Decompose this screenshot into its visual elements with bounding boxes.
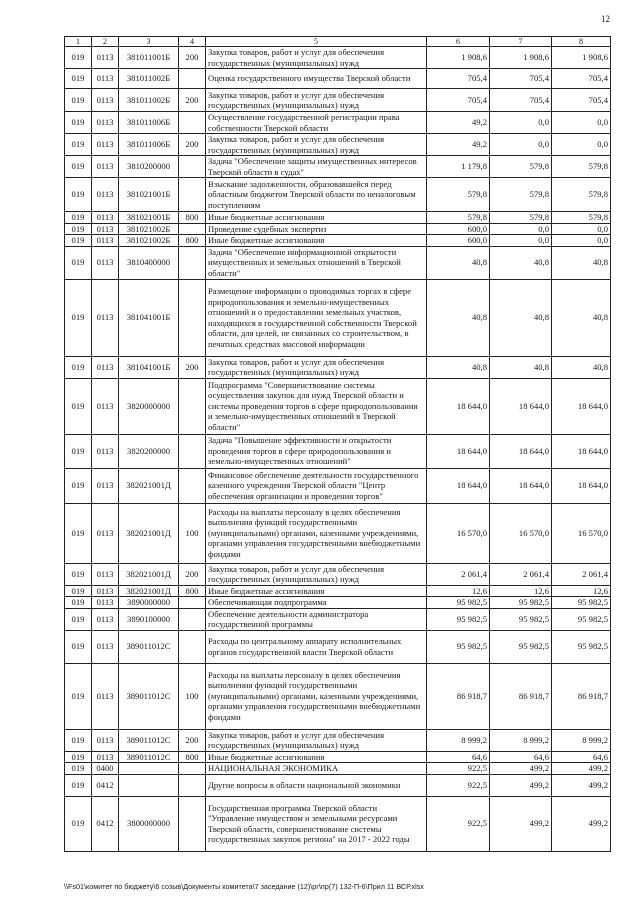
row-target-cell: 382021001Д <box>119 468 179 503</box>
column-header: 7 <box>490 37 552 47</box>
row-code-cell: 019 <box>65 608 92 630</box>
row-amount-2021-cell: 579,8 <box>427 212 490 224</box>
row-amount-2022-cell: 18 644,0 <box>490 434 552 468</box>
row-code-cell: 019 <box>65 774 92 796</box>
row-code-cell: 019 <box>65 178 92 212</box>
row-kind-cell: 800 <box>179 212 206 224</box>
row-code-cell: 019 <box>65 246 92 279</box>
row-amount-2023-cell: 12,6 <box>552 585 611 597</box>
row-amount-2022-cell: 86 918,7 <box>490 663 552 729</box>
row-amount-2022-cell: 705,4 <box>490 69 552 89</box>
row-amount-2021-cell: 40,8 <box>427 279 490 356</box>
row-amount-2023-cell: 0,0 <box>552 235 611 247</box>
row-description-cell: Обеспечение деятельности администратора государственной программы <box>206 608 427 630</box>
row-description-cell: Закупка товаров, работ и услуг для обеспечения государственных (муниципальных) нужд <box>206 563 427 585</box>
row-code-cell: 019 <box>65 796 92 851</box>
row-description-cell: Осуществление государственной регистрации права собственности Тверской области <box>206 112 427 134</box>
row-kind-cell: 100 <box>179 663 206 729</box>
row-description-cell: Иные бюджетные ассигнования <box>206 235 427 247</box>
row-kind-cell: 200 <box>179 356 206 378</box>
row-target-cell: 381011002Б <box>119 89 179 112</box>
row-code-cell: 019 <box>65 69 92 89</box>
row-description-cell: Задача "Обеспечение защиты имущественных интересов Тверской области в судах" <box>206 156 427 178</box>
row-amount-2023-cell: 16 570,0 <box>552 503 611 563</box>
row-amount-2022-cell: 2 061,4 <box>490 563 552 585</box>
row-amount-2021-cell: 49,2 <box>427 134 490 156</box>
table-row <box>65 235 611 247</box>
row-amount-2023-cell: 18 644,0 <box>552 378 611 434</box>
row-amount-2022-cell: 18 644,0 <box>490 468 552 503</box>
row-amount-2022-cell: 95 982,5 <box>490 608 552 630</box>
row-amount-2023-cell: 40,8 <box>552 246 611 279</box>
table-row <box>65 69 611 89</box>
row-amount-2022-cell: 0,0 <box>490 112 552 134</box>
row-amount-2022-cell: 95 982,5 <box>490 597 552 609</box>
row-description-cell: Иные бюджетные ассигнования <box>206 585 427 597</box>
row-target-cell: 389011012С <box>119 630 179 663</box>
row-section-cell: 0113 <box>92 112 119 134</box>
row-amount-2021-cell: 705,4 <box>427 69 490 89</box>
row-amount-2023-cell: 40,8 <box>552 356 611 378</box>
row-code-cell: 019 <box>65 212 92 224</box>
row-section-cell: 0113 <box>92 468 119 503</box>
row-amount-2023-cell: 499,2 <box>552 774 611 796</box>
row-section-cell: 0113 <box>92 630 119 663</box>
row-target-cell: 389011012С <box>119 663 179 729</box>
row-amount-2023-cell: 18 644,0 <box>552 468 611 503</box>
row-target-cell: 382021001Д <box>119 503 179 563</box>
row-amount-2021-cell: 95 982,5 <box>427 630 490 663</box>
row-target-cell: 3890000000 <box>119 597 179 609</box>
table-header-row <box>65 37 611 47</box>
row-section-cell: 0113 <box>92 235 119 247</box>
row-kind-cell: 800 <box>179 585 206 597</box>
row-code-cell: 019 <box>65 356 92 378</box>
row-section-cell: 0113 <box>92 279 119 356</box>
row-code-cell: 019 <box>65 751 92 763</box>
row-kind-cell <box>179 156 206 178</box>
row-kind-cell: 200 <box>179 729 206 751</box>
row-section-cell: 0113 <box>92 246 119 279</box>
row-kind-cell <box>179 378 206 434</box>
row-section-cell: 0412 <box>92 774 119 796</box>
row-amount-2023-cell: 499,2 <box>552 796 611 851</box>
page-number: 12 <box>601 14 610 24</box>
row-description-cell: Закупка товаров, работ и услуг для обеспечения государственных (муниципальных) нужд <box>206 89 427 112</box>
row-amount-2021-cell: 1 179,8 <box>427 156 490 178</box>
row-amount-2021-cell: 95 982,5 <box>427 608 490 630</box>
row-kind-cell <box>179 178 206 212</box>
row-description-cell: Взыскание задолженности, образовавшейся перед областным бюджетом Тверской области по неналоговым поступлениям <box>206 178 427 212</box>
row-amount-2023-cell: 0,0 <box>552 134 611 156</box>
row-code-cell: 019 <box>65 112 92 134</box>
row-description-cell: Государственная программа Тверской области "Управление имуществом и земельными ресурсами Тверской области, совершенствование системы государственных закупок региона" на 2017 - 2022 годы <box>206 796 427 851</box>
row-amount-2021-cell: 922,5 <box>427 763 490 775</box>
row-code-cell: 019 <box>65 89 92 112</box>
row-description-cell: Проведение судебных экспертиз <box>206 223 427 235</box>
row-description-cell: Иные бюджетные ассигнования <box>206 212 427 224</box>
row-section-cell: 0113 <box>92 585 119 597</box>
column-header: 5 <box>206 37 427 47</box>
row-section-cell: 0113 <box>92 212 119 224</box>
row-description-cell: Задача "Обеспечение информационной открытости имущественных и земельных отношений в Тверской области" <box>206 246 427 279</box>
row-description-cell: Закупка товаров, работ и услуг для обеспечения государственных (муниципальных) нужд <box>206 729 427 751</box>
row-code-cell: 019 <box>65 729 92 751</box>
row-section-cell: 0113 <box>92 503 119 563</box>
row-section-cell: 0113 <box>92 608 119 630</box>
row-kind-cell: 800 <box>179 235 206 247</box>
row-description-cell: Подпрограмма "Совершенствование системы осуществления закупок для нужд Тверской области и системы проведения торгов в сфере природопользования и земельно-имущественных отношений в Тверской области" <box>206 378 427 434</box>
row-kind-cell <box>179 434 206 468</box>
table-row <box>65 597 611 609</box>
row-amount-2022-cell: 0,0 <box>490 223 552 235</box>
row-amount-2021-cell: 16 570,0 <box>427 503 490 563</box>
table-row <box>65 246 611 279</box>
table-row <box>65 468 611 503</box>
row-amount-2023-cell: 499,2 <box>552 763 611 775</box>
row-target-cell: 381021002Б <box>119 223 179 235</box>
row-kind-cell <box>179 774 206 796</box>
table-row <box>65 563 611 585</box>
row-kind-cell <box>179 796 206 851</box>
row-amount-2023-cell: 95 982,5 <box>552 597 611 609</box>
table-row <box>65 630 611 663</box>
row-amount-2021-cell: 40,8 <box>427 356 490 378</box>
row-target-cell: 382021001Д <box>119 563 179 585</box>
table-row <box>65 608 611 630</box>
row-code-cell: 019 <box>65 763 92 775</box>
row-amount-2021-cell: 40,8 <box>427 246 490 279</box>
row-target-cell: 3810200000 <box>119 156 179 178</box>
row-target-cell: 3800000000 <box>119 796 179 851</box>
row-amount-2021-cell: 922,5 <box>427 774 490 796</box>
row-description-cell: Финансовое обеспечение деятельности государственного казенного учреждения Тверской области "Центр обеспечения организации и проведения торгов" <box>206 468 427 503</box>
row-amount-2021-cell: 18 644,0 <box>427 434 490 468</box>
row-amount-2022-cell: 95 982,5 <box>490 630 552 663</box>
row-target-cell: 3890100000 <box>119 608 179 630</box>
row-target-cell: 389011012С <box>119 751 179 763</box>
row-code-cell: 019 <box>65 468 92 503</box>
row-description-cell: Закупка товаров, работ и услуг для обеспечения государственных (муниципальных) нужд <box>206 134 427 156</box>
row-kind-cell: 200 <box>179 563 206 585</box>
row-amount-2021-cell: 600,0 <box>427 235 490 247</box>
table-row <box>65 663 611 729</box>
row-amount-2021-cell: 18 644,0 <box>427 468 490 503</box>
row-section-cell: 0113 <box>92 663 119 729</box>
row-kind-cell <box>179 468 206 503</box>
row-amount-2023-cell: 64,6 <box>552 751 611 763</box>
row-amount-2021-cell: 18 644,0 <box>427 378 490 434</box>
row-section-cell: 0113 <box>92 223 119 235</box>
row-description-cell: Закупка товаров, работ и услуг для обеспечения государственных (муниципальных) нужд <box>206 47 427 69</box>
table-row <box>65 212 611 224</box>
row-kind-cell <box>179 608 206 630</box>
table-row <box>65 503 611 563</box>
row-target-cell: 381011006Б <box>119 112 179 134</box>
table-row <box>65 89 611 112</box>
column-header: 1 <box>65 37 92 47</box>
row-target-cell: 381011006Б <box>119 134 179 156</box>
row-section-cell: 0113 <box>92 563 119 585</box>
table-row <box>65 763 611 775</box>
row-amount-2023-cell: 705,4 <box>552 69 611 89</box>
row-amount-2022-cell: 499,2 <box>490 763 552 775</box>
column-header: 3 <box>119 37 179 47</box>
row-amount-2023-cell: 0,0 <box>552 112 611 134</box>
row-kind-cell <box>179 223 206 235</box>
row-amount-2022-cell: 499,2 <box>490 796 552 851</box>
row-amount-2023-cell: 705,4 <box>552 89 611 112</box>
row-amount-2023-cell: 86 918,7 <box>552 663 611 729</box>
row-section-cell: 0113 <box>92 178 119 212</box>
row-section-cell: 0113 <box>92 47 119 69</box>
row-amount-2022-cell: 0,0 <box>490 134 552 156</box>
table-row <box>65 223 611 235</box>
row-amount-2022-cell: 12,6 <box>490 585 552 597</box>
row-target-cell: 381011001Б <box>119 47 179 69</box>
row-amount-2021-cell: 8 999,2 <box>427 729 490 751</box>
table-row <box>65 729 611 751</box>
row-amount-2022-cell: 705,4 <box>490 89 552 112</box>
row-target-cell: 381021002Б <box>119 235 179 247</box>
table-row <box>65 156 611 178</box>
row-amount-2023-cell: 1 908,6 <box>552 47 611 69</box>
row-target-cell: 389011012С <box>119 729 179 751</box>
row-amount-2022-cell: 1 908,6 <box>490 47 552 69</box>
row-section-cell: 0113 <box>92 156 119 178</box>
row-description-cell: НАЦИОНАЛЬНАЯ ЭКОНОМИКА <box>206 763 427 775</box>
row-kind-cell <box>179 279 206 356</box>
column-header: 2 <box>92 37 119 47</box>
table-row <box>65 774 611 796</box>
row-amount-2023-cell: 579,8 <box>552 178 611 212</box>
row-amount-2023-cell: 2 061,4 <box>552 563 611 585</box>
table-row <box>65 134 611 156</box>
row-code-cell: 019 <box>65 585 92 597</box>
row-amount-2021-cell: 1 908,6 <box>427 47 490 69</box>
row-kind-cell: 200 <box>179 134 206 156</box>
row-amount-2023-cell: 579,8 <box>552 212 611 224</box>
table-row <box>65 279 611 356</box>
row-description-cell: Другие вопросы в области национальной экономики <box>206 774 427 796</box>
row-description-cell: Размещение информации о проводимых торгах в сфере природопользования и земельно-имущественных отношений и о предоставлении земельных участков, находящихся в государственной собственности Тверской области, для целей, не связанных со строительством, в печатных средствах массовой информации <box>206 279 427 356</box>
row-description-cell: Расходы на выплаты персоналу в целях обеспечения выполнения функций государственными (муниципальными) органами, казенными учреждениями, органами управления государственными внебюджетными фондами <box>206 663 427 729</box>
row-target-cell <box>119 774 179 796</box>
row-amount-2022-cell: 40,8 <box>490 356 552 378</box>
row-kind-cell: 200 <box>179 89 206 112</box>
row-description-cell: Закупка товаров, работ и услуг для обеспечения государственных (муниципальных) нужд <box>206 356 427 378</box>
row-code-cell: 019 <box>65 156 92 178</box>
row-kind-cell <box>179 246 206 279</box>
row-section-cell: 0113 <box>92 134 119 156</box>
row-amount-2022-cell: 40,8 <box>490 246 552 279</box>
row-section-cell: 0113 <box>92 89 119 112</box>
row-section-cell: 0113 <box>92 597 119 609</box>
row-code-cell: 019 <box>65 503 92 563</box>
row-target-cell: 381041001Б <box>119 356 179 378</box>
row-section-cell: 0113 <box>92 434 119 468</box>
row-description-cell: Иные бюджетные ассигнования <box>206 751 427 763</box>
row-section-cell: 0412 <box>92 796 119 851</box>
row-amount-2021-cell: 705,4 <box>427 89 490 112</box>
table-row <box>65 378 611 434</box>
row-code-cell: 019 <box>65 663 92 729</box>
row-target-cell: 382021001Д <box>119 585 179 597</box>
table-row <box>65 434 611 468</box>
row-code-cell: 019 <box>65 279 92 356</box>
row-code-cell: 019 <box>65 434 92 468</box>
column-header: 6 <box>427 37 490 47</box>
row-amount-2022-cell: 64,6 <box>490 751 552 763</box>
row-amount-2021-cell: 579,8 <box>427 178 490 212</box>
row-amount-2021-cell: 922,5 <box>427 796 490 851</box>
row-target-cell: 3810400000 <box>119 246 179 279</box>
row-target-cell <box>119 763 179 775</box>
row-kind-cell <box>179 112 206 134</box>
row-section-cell: 0113 <box>92 729 119 751</box>
row-amount-2023-cell: 95 982,5 <box>552 608 611 630</box>
row-amount-2021-cell: 86 918,7 <box>427 663 490 729</box>
table-row <box>65 796 611 851</box>
row-code-cell: 019 <box>65 378 92 434</box>
row-section-cell: 0113 <box>92 356 119 378</box>
row-code-cell: 019 <box>65 597 92 609</box>
row-section-cell: 0113 <box>92 751 119 763</box>
row-kind-cell: 200 <box>179 47 206 69</box>
row-kind-cell: 800 <box>179 751 206 763</box>
table-row <box>65 178 611 212</box>
row-kind-cell <box>179 69 206 89</box>
row-code-cell: 019 <box>65 563 92 585</box>
row-amount-2022-cell: 16 570,0 <box>490 503 552 563</box>
row-amount-2022-cell: 579,8 <box>490 156 552 178</box>
row-amount-2021-cell: 600,0 <box>427 223 490 235</box>
row-amount-2022-cell: 18 644,0 <box>490 378 552 434</box>
row-amount-2022-cell: 499,2 <box>490 774 552 796</box>
row-kind-cell <box>179 597 206 609</box>
row-amount-2021-cell: 49,2 <box>427 112 490 134</box>
row-kind-cell: 100 <box>179 503 206 563</box>
column-header: 8 <box>552 37 611 47</box>
row-description-cell: Расходы по центральному аппарату исполнительных органов государственной власти Тверской области <box>206 630 427 663</box>
row-section-cell: 0400 <box>92 763 119 775</box>
budget-table <box>64 36 611 852</box>
table-row <box>65 356 611 378</box>
row-amount-2022-cell: 0,0 <box>490 235 552 247</box>
file-path-footer: \\Fs01\комитет по бюджету\6 созыв\Документы комитета\7 заседание (12)\рг\пр(7) 132-П-6\Прил 11 ВСР.xlsx <box>64 882 424 891</box>
column-header: 4 <box>179 37 206 47</box>
row-amount-2022-cell: 40,8 <box>490 279 552 356</box>
row-code-cell: 019 <box>65 223 92 235</box>
row-amount-2022-cell: 579,8 <box>490 178 552 212</box>
row-amount-2021-cell: 95 982,5 <box>427 597 490 609</box>
row-amount-2021-cell: 64,6 <box>427 751 490 763</box>
row-kind-cell <box>179 763 206 775</box>
table-row <box>65 585 611 597</box>
row-description-cell: Расходы на выплаты персоналу в целях обеспечения выполнения функций государственными (муниципальными) органами, казенными учреждениями, органами управления государственными внебюджетными фондами <box>206 503 427 563</box>
row-code-cell: 019 <box>65 235 92 247</box>
row-target-cell: 381041001Б <box>119 279 179 356</box>
row-amount-2022-cell: 8 999,2 <box>490 729 552 751</box>
row-code-cell: 019 <box>65 134 92 156</box>
row-target-cell: 3820000000 <box>119 378 179 434</box>
row-code-cell: 019 <box>65 630 92 663</box>
row-target-cell: 3820200000 <box>119 434 179 468</box>
row-amount-2023-cell: 18 644,0 <box>552 434 611 468</box>
row-amount-2021-cell: 2 061,4 <box>427 563 490 585</box>
row-target-cell: 381011002Б <box>119 69 179 89</box>
row-target-cell: 381021001Б <box>119 178 179 212</box>
row-code-cell: 019 <box>65 47 92 69</box>
row-target-cell: 381021001Б <box>119 212 179 224</box>
row-amount-2021-cell: 12,6 <box>427 585 490 597</box>
row-description-cell: Задача "Повышение эффективности и открытости проведения торгов в сфере природопользования и земельно-имущественных отношений" <box>206 434 427 468</box>
row-amount-2023-cell: 40,8 <box>552 279 611 356</box>
row-description-cell: Оценка государственного имущества Тверской области <box>206 69 427 89</box>
row-amount-2022-cell: 579,8 <box>490 212 552 224</box>
row-amount-2023-cell: 8 999,2 <box>552 729 611 751</box>
row-kind-cell <box>179 630 206 663</box>
table-row <box>65 112 611 134</box>
row-section-cell: 0113 <box>92 378 119 434</box>
row-description-cell: Обеспечивающая подпрограмма <box>206 597 427 609</box>
row-amount-2023-cell: 0,0 <box>552 223 611 235</box>
row-section-cell: 0113 <box>92 69 119 89</box>
table-row <box>65 751 611 763</box>
row-amount-2023-cell: 95 982,5 <box>552 630 611 663</box>
row-amount-2023-cell: 579,8 <box>552 156 611 178</box>
table-row <box>65 47 611 69</box>
